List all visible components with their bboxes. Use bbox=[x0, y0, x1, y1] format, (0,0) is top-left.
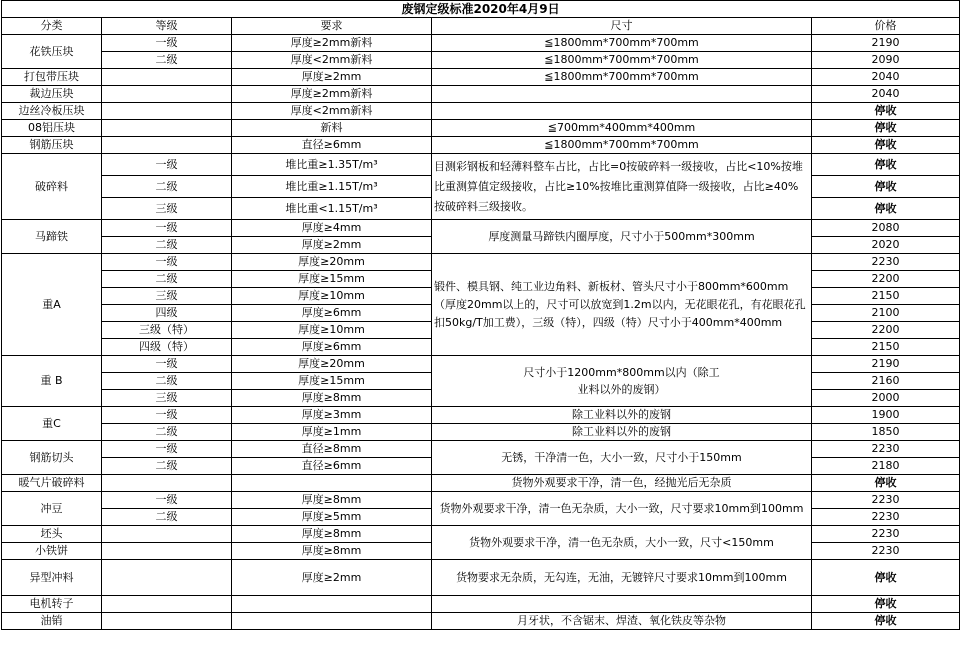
category-cell: 马蹄铁 bbox=[2, 220, 102, 254]
table-row bbox=[2, 475, 960, 492]
size-note-cell: 货物外观要求干净，清一色，经抛光后无杂质 bbox=[432, 475, 812, 492]
size-cell bbox=[432, 103, 812, 120]
category-cell: 小铁饼 bbox=[2, 543, 102, 560]
size-note-cell: 厚度测量马蹄铁内圈厚度，尺寸小于500mm*300mm bbox=[432, 220, 812, 254]
price-cell: 2230 bbox=[812, 492, 960, 509]
grade-cell bbox=[102, 526, 232, 543]
price-cell: 2230 bbox=[812, 526, 960, 543]
grade-cell bbox=[102, 475, 232, 492]
page-title: 废钢定级标准2020年4月9日 bbox=[2, 1, 960, 18]
grade-cell bbox=[102, 543, 232, 560]
grade-cell: 二级 bbox=[102, 271, 232, 288]
requirement-cell: 厚度≥3mm bbox=[232, 407, 432, 424]
price-cell-stopped: 停收 bbox=[812, 154, 960, 176]
table-row bbox=[2, 424, 960, 441]
size-cell: 除工业料以外的废钢 bbox=[432, 407, 812, 424]
requirement-cell: 直径≥6mm bbox=[232, 137, 432, 154]
price-cell-stopped: 停收 bbox=[812, 198, 960, 220]
price-cell-stopped: 停收 bbox=[812, 596, 960, 613]
size-note-cell: 月牙状，不含锯末、焊渣、氧化铁皮等杂物 bbox=[432, 613, 812, 630]
grade-cell: 一级 bbox=[102, 220, 232, 237]
grade-cell bbox=[102, 103, 232, 120]
category-cell: 花铁压块 bbox=[2, 35, 102, 69]
requirement-cell: 堆比重≥1.35T/m³ bbox=[232, 154, 432, 176]
grade-cell: 三级 bbox=[102, 390, 232, 407]
price-cell-stopped: 停收 bbox=[812, 120, 960, 137]
requirement-cell bbox=[232, 596, 432, 613]
grade-cell: 四级（特） bbox=[102, 339, 232, 356]
requirement-cell: 厚度≥8mm bbox=[232, 543, 432, 560]
table-row bbox=[2, 613, 960, 630]
requirement-cell: 厚度≥1mm bbox=[232, 424, 432, 441]
table-row bbox=[2, 220, 960, 237]
size-cell: ≦1800mm*700mm*700mm bbox=[432, 137, 812, 154]
table-row bbox=[2, 52, 960, 69]
table-header-row bbox=[2, 18, 960, 35]
requirement-cell: 直径≥8mm bbox=[232, 441, 432, 458]
table-row bbox=[2, 154, 960, 176]
size-cell bbox=[432, 596, 812, 613]
grade-cell: 二级 bbox=[102, 458, 232, 475]
price-cell-stopped: 停收 bbox=[812, 613, 960, 630]
size-cell: ≦1800mm*700mm*700mm bbox=[432, 69, 812, 86]
requirement-cell: 厚度≥15mm bbox=[232, 271, 432, 288]
category-cell: 重C bbox=[2, 407, 102, 441]
grade-cell bbox=[102, 86, 232, 103]
category-cell: 重 B bbox=[2, 356, 102, 407]
price-cell-stopped: 停收 bbox=[812, 560, 960, 596]
requirement-cell bbox=[232, 475, 432, 492]
header-size: 尺寸 bbox=[432, 18, 812, 35]
grade-cell: 二级 bbox=[102, 424, 232, 441]
requirement-cell: 厚度≥2mm bbox=[232, 69, 432, 86]
requirement-cell: 新料 bbox=[232, 120, 432, 137]
grade-cell bbox=[102, 120, 232, 137]
size-note-cell: 货物外观要求干净，清一色无杂质，大小一致，尺寸<150mm bbox=[432, 526, 812, 560]
header-grade: 等级 bbox=[102, 18, 232, 35]
category-cell: 钢筋切头 bbox=[2, 441, 102, 475]
requirement-cell: 堆比重≥1.15T/m³ bbox=[232, 176, 432, 198]
price-cell: 2080 bbox=[812, 220, 960, 237]
size-cell bbox=[432, 86, 812, 103]
price-cell-stopped: 停收 bbox=[812, 103, 960, 120]
category-cell: 电机转子 bbox=[2, 596, 102, 613]
table-row bbox=[2, 120, 960, 137]
size-note-cell: 货物外观要求干净，清一色无杂质，大小一致，尺寸要求10mm到100mm bbox=[432, 492, 812, 526]
price-cell: 2200 bbox=[812, 322, 960, 339]
price-cell: 2040 bbox=[812, 69, 960, 86]
table-row bbox=[2, 596, 960, 613]
requirement-cell: 厚度≥20mm bbox=[232, 356, 432, 373]
price-cell-stopped: 停收 bbox=[812, 176, 960, 198]
requirement-cell: 堆比重<1.15T/m³ bbox=[232, 198, 432, 220]
price-cell: 2040 bbox=[812, 86, 960, 103]
grade-cell: 一级 bbox=[102, 407, 232, 424]
size-note-cell: 无锈，干净清一色，大小一致，尺寸小于150mm bbox=[432, 441, 812, 475]
requirement-cell: 厚度≥8mm bbox=[232, 526, 432, 543]
grade-cell: 二级 bbox=[102, 237, 232, 254]
price-cell: 2230 bbox=[812, 543, 960, 560]
price-cell: 2160 bbox=[812, 373, 960, 390]
grade-cell: 二级 bbox=[102, 176, 232, 198]
size-cell: ≦1800mm*700mm*700mm bbox=[432, 52, 812, 69]
table-row bbox=[2, 254, 960, 271]
grade-cell: 三级（特） bbox=[102, 322, 232, 339]
requirement-cell: 厚度<2mm新料 bbox=[232, 103, 432, 120]
requirement-cell: 厚度≥6mm bbox=[232, 339, 432, 356]
size-note-cell: 货物要求无杂质，无勾连，无油，无镀锌尺寸要求10mm到100mm bbox=[432, 560, 812, 596]
table-row bbox=[2, 137, 960, 154]
size-note-cell: 锻件、模具钢、纯工业边角料、新板材、管头尺寸小于800mm*600mm（厚度20mm以上的，尺寸可以放宽到1.2m以内，无花眼花孔，有花眼花孔扣50kg/T加工费），三级（特），四级（特）尺寸小于400mm*400mm bbox=[432, 254, 812, 356]
grade-cell: 二级 bbox=[102, 509, 232, 526]
grade-cell: 一级 bbox=[102, 356, 232, 373]
requirement-cell: 厚度≥8mm bbox=[232, 492, 432, 509]
price-cell: 2100 bbox=[812, 305, 960, 322]
grade-cell bbox=[102, 560, 232, 596]
requirement-cell: 厚度<2mm新料 bbox=[232, 52, 432, 69]
category-cell: 暖气片破碎料 bbox=[2, 475, 102, 492]
grade-cell: 一级 bbox=[102, 154, 232, 176]
requirement-cell: 厚度≥2mm新料 bbox=[232, 86, 432, 103]
price-cell: 2180 bbox=[812, 458, 960, 475]
grade-cell: 一级 bbox=[102, 441, 232, 458]
grade-cell bbox=[102, 613, 232, 630]
category-cell: 08铝压块 bbox=[2, 120, 102, 137]
category-cell: 油销 bbox=[2, 613, 102, 630]
price-cell: 2150 bbox=[812, 288, 960, 305]
price-cell: 2230 bbox=[812, 441, 960, 458]
grade-cell: 一级 bbox=[102, 35, 232, 52]
price-cell: 2230 bbox=[812, 509, 960, 526]
category-cell: 冲豆 bbox=[2, 492, 102, 526]
grade-cell bbox=[102, 596, 232, 613]
category-cell: 重A bbox=[2, 254, 102, 356]
table-row bbox=[2, 526, 960, 543]
category-cell: 裁边压块 bbox=[2, 86, 102, 103]
grade-cell: 一级 bbox=[102, 492, 232, 509]
grade-cell bbox=[102, 137, 232, 154]
grade-cell bbox=[102, 69, 232, 86]
category-cell: 打包带压块 bbox=[2, 69, 102, 86]
grade-cell: 一级 bbox=[102, 254, 232, 271]
price-cell: 2190 bbox=[812, 35, 960, 52]
requirement-cell bbox=[232, 613, 432, 630]
table-row bbox=[2, 69, 960, 86]
header-price: 价格 bbox=[812, 18, 960, 35]
size-cell: ≦1800mm*700mm*700mm bbox=[432, 35, 812, 52]
header-requirement: 要求 bbox=[232, 18, 432, 35]
size-cell: 除工业料以外的废钢 bbox=[432, 424, 812, 441]
requirement-cell: 厚度≥10mm bbox=[232, 322, 432, 339]
requirement-cell: 厚度≥8mm bbox=[232, 390, 432, 407]
table-row bbox=[2, 492, 960, 509]
price-cell: 2000 bbox=[812, 390, 960, 407]
scrap-steel-grading-table bbox=[1, 0, 960, 630]
size-note-cell: 目测彩钢板和轻薄料整车占比，占比=0按破碎料一级接收，占比<10%按堆比重测算值定级接收，占比≥10%按堆比重测算值降一级接收，占比≥40%按破碎料三级接收。 bbox=[432, 154, 812, 220]
category-cell: 钢筋压块 bbox=[2, 137, 102, 154]
table-row bbox=[2, 86, 960, 103]
grade-cell: 二级 bbox=[102, 373, 232, 390]
price-cell-stopped: 停收 bbox=[812, 475, 960, 492]
size-cell: ≦700mm*400mm*400mm bbox=[432, 120, 812, 137]
requirement-cell: 厚度≥2mm新料 bbox=[232, 35, 432, 52]
price-cell: 2190 bbox=[812, 356, 960, 373]
price-cell: 2020 bbox=[812, 237, 960, 254]
table-row bbox=[2, 35, 960, 52]
grade-cell: 二级 bbox=[102, 52, 232, 69]
header-category: 分类 bbox=[2, 18, 102, 35]
requirement-cell: 厚度≥5mm bbox=[232, 509, 432, 526]
requirement-cell: 厚度≥6mm bbox=[232, 305, 432, 322]
requirement-cell: 直径≥6mm bbox=[232, 458, 432, 475]
category-cell: 异型冲料 bbox=[2, 560, 102, 596]
requirement-cell: 厚度≥20mm bbox=[232, 254, 432, 271]
table-row bbox=[2, 441, 960, 458]
requirement-cell: 厚度≥4mm bbox=[232, 220, 432, 237]
price-cell-stopped: 停收 bbox=[812, 137, 960, 154]
grade-cell: 三级 bbox=[102, 198, 232, 220]
category-cell: 破碎料 bbox=[2, 154, 102, 220]
table-row bbox=[2, 560, 960, 596]
price-cell: 2150 bbox=[812, 339, 960, 356]
category-cell: 边丝冷板压块 bbox=[2, 103, 102, 120]
table-row bbox=[2, 103, 960, 120]
requirement-cell: 厚度≥15mm bbox=[232, 373, 432, 390]
price-cell: 2230 bbox=[812, 254, 960, 271]
table-row bbox=[2, 407, 960, 424]
price-cell: 1850 bbox=[812, 424, 960, 441]
grade-cell: 三级 bbox=[102, 288, 232, 305]
size-note-cell: 尺寸小于1200mm*800mm以内（除工业料以外的废钢） bbox=[432, 356, 812, 407]
requirement-cell: 厚度≥10mm bbox=[232, 288, 432, 305]
table-row bbox=[2, 356, 960, 373]
requirement-cell: 厚度≥2mm bbox=[232, 560, 432, 596]
requirement-cell: 厚度≥2mm bbox=[232, 237, 432, 254]
price-cell: 2090 bbox=[812, 52, 960, 69]
price-cell: 2200 bbox=[812, 271, 960, 288]
category-cell: 坯头 bbox=[2, 526, 102, 543]
price-cell: 1900 bbox=[812, 407, 960, 424]
grade-cell: 四级 bbox=[102, 305, 232, 322]
